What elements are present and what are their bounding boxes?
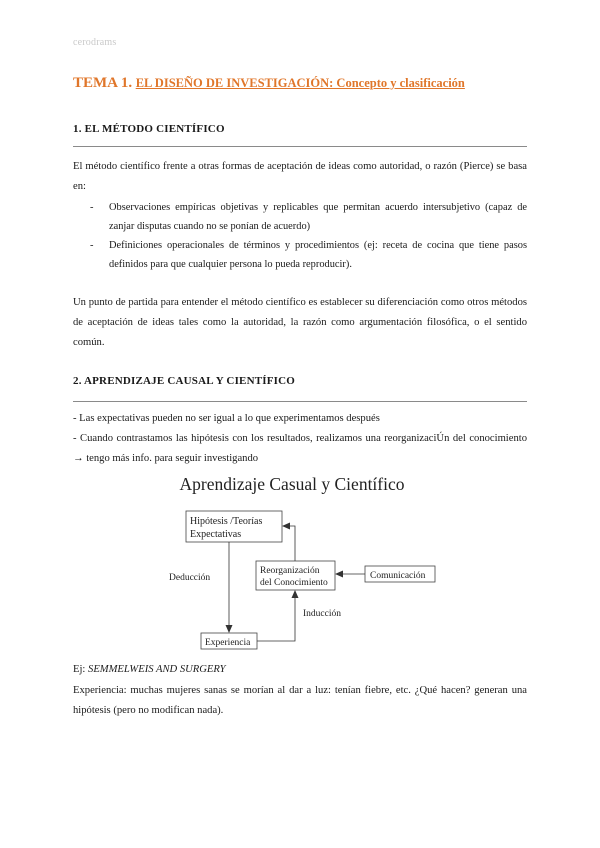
watermark: cerodrams [73, 37, 117, 48]
reorganization-label-1: Reorganización [260, 566, 320, 576]
experience-label: Experiencia [205, 638, 251, 648]
bullet-item [90, 236, 527, 274]
feedback-arrow [283, 526, 295, 561]
deduction-label: Deducción [169, 573, 211, 583]
bullet-dash: - [90, 240, 94, 251]
page-title [73, 75, 465, 92]
hypothesis-label-1: Hipótesis /Teorías [190, 516, 263, 527]
hypothesis-label-2: Expectativas [190, 529, 242, 540]
section2-line1: - Las expectativas pueden no ser igual a lo que experimentamos después [73, 413, 380, 424]
title-number: TEMA 1. [73, 75, 133, 91]
example-case: SEMMELWEIS AND SURGERY [88, 664, 226, 675]
reorganization-label-2: del Conocimiento [260, 578, 328, 588]
induction-arrow [257, 591, 295, 641]
bullet-dash: - [90, 202, 94, 213]
section1-intro: El método científico frente a otras formas de aceptación de ideas como autoridad, o razón (Pierce) se basa en: [73, 161, 527, 192]
bullet-text: Definiciones operacionales de términos y procedimientos (ej: receta de cocina que tiene pasos definidos para que cualquier persona lo pueda reproducir). [109, 240, 527, 270]
bullet-item [90, 198, 527, 236]
bullet-text: Observaciones empíricas objetivas y replicables que permitan acuerdo intersubjetivo (capaz de zanjar disputas cuando no se ponían de acuerdo) [109, 202, 527, 232]
example-text: Experiencia: muchas mujeres sanas se morían al dar a luz: tenían fiebre, etc. ¿Qué hacen? generan una hipótesis (pero no modifican nada). [73, 685, 527, 716]
induction-label: Inducción [303, 609, 341, 619]
section1-heading: 1. EL MÉTODO CIENTÍFICO [73, 123, 225, 135]
communication-label: Comunicación [370, 571, 426, 581]
section2-line2: - Cuando contrastamos las hipótesis con los resultados, realizamos una reorganizaciÚn del conocimiento → tengo más info. para seguir investigando [73, 433, 527, 464]
section2-heading: 2. APRENDIZAJE CAUSAL Y CIENTÍFICO [73, 375, 296, 387]
section1-divider [73, 146, 527, 147]
section2-divider [73, 401, 527, 402]
title-subtitle: EL DISEÑO DE INVESTIGACIÓN: Concepto y clasificación [135, 76, 465, 90]
example-line [73, 660, 527, 680]
example-label: Ej: [73, 664, 89, 675]
diagram-title: Aprendizaje Casual y Científico [179, 474, 405, 494]
learning-diagram [150, 468, 450, 658]
section1-paragraph: Un punto de partida para entender el método científico es establecer su diferenciación como otros métodos de aceptación de ideas tales como la autoridad, la razón como argumentación filosófica, o el sentido común. [73, 297, 527, 348]
